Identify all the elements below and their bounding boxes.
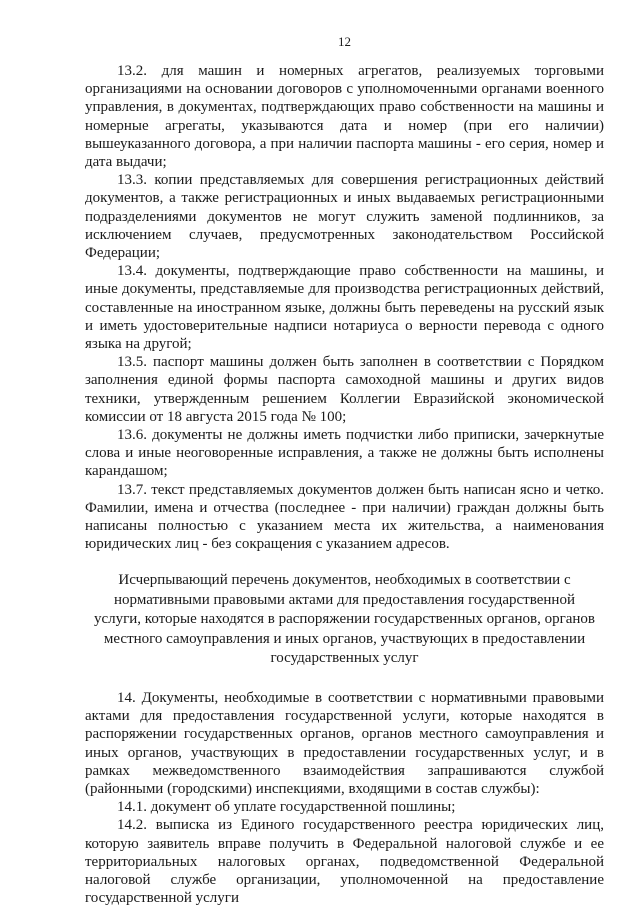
- paragraph-13-6: 13.6. документы не должны иметь подчистки либо приписки, зачеркнутые слова и иные неоговоренные исправления, а также не должны быть исполнены карандашом;: [85, 427, 604, 480]
- paragraph-13-5: 13.5. паспорт машины должен быть заполнен в соответствии с Порядком заполнения единой формы паспорта самоходной машины и других видов техники, утвержденным решением Коллегии Евразийской экономической комиссии от 18 августа 2015 года № 100;: [85, 354, 604, 425]
- paragraph-13-4: 13.4. документы, подтверждающие право собственности на машины, и иные документы, представляемые для производства регистрационных действий, составленные на иностранном языке, должны быть переведены на русский язык и иметь удостоверительные надписи нотариуса о верности перевода с одного языка на другой;: [85, 263, 604, 353]
- section-heading: Исчерпывающий перечень документов, необходимых в соответствии с нормативными правовыми актами для предоставления государственной услуги, которые находятся в распоряжении государственных органов, органов местного самоуправления и иных органов, участвующих в предоставлении государственных услуг: [93, 572, 596, 667]
- section-14-body: [85, 689, 604, 907]
- page-number: 12: [338, 34, 351, 49]
- paragraph-13-2: 13.2. для машин и номерных агрегатов, реализуемых торговыми организациями на основании договоров с уполномоченными органами военного управления, в документах, подтверждающих право собственности на машины и номерные агрегаты, указываются дата и номер (при его наличии) вышеуказанного договора, а при наличии паспорта машины - его серия, номер и дата выдачи;: [85, 63, 604, 171]
- paragraph-14-1: 14.1. документ об уплате государственной пошлины;: [117, 799, 456, 816]
- section-13-body: [85, 62, 604, 553]
- paragraph-14: 14. Документы, необходимые в соответствии с нормативными правовыми актами для предоставления государственной услуги, которые находятся в распоряжении государственных органов, органов местного самоуправления и иных органов, участвующих в предоставлении государственных услуг, и в рамках межведомственного взаимодействия запрашиваются службой (районными (городскими) инспекциями, входящими в состав службы):: [85, 689, 604, 797]
- paragraph-14-2: 14.2. выписка из Единого государственного реестра юридических лиц, которую заявитель вправе получить в Федеральной налоговой службе и ее территориальных налоговых органах, подведомственной Федеральной налоговой службе организации, уполномоченной на предоставление государственной услуги: [85, 817, 604, 907]
- paragraph-13-3: 13.3. копии представляемых для совершения регистрационных действий документов, а также регистрационных и иных выдаваемых регистрационными подразделениями документов не могут служить заменой подлинников, за исключением случаев, предусмотренных законодательством Российской Федерации;: [85, 172, 604, 262]
- paragraph-13-7: 13.7. текст представляемых документов должен быть написан ясно и четко. Фамилии, имена и отчества (последнее - при наличии) граждан должны быть написаны полностью с указанием места их жительства, а наименования юридических лиц - без сокращения с указанием адресов.: [85, 481, 604, 553]
